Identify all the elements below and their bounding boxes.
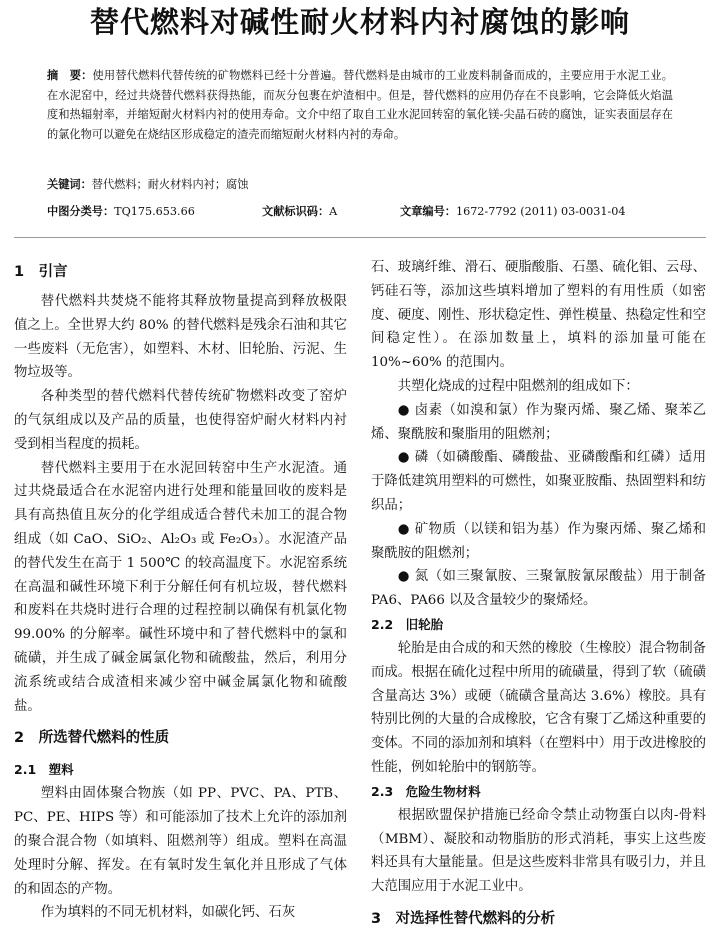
paragraph: 石、玻璃纤维、滑石、硬脂酸脂、石墨、硫化钼、云母、钙硅石等，添加这些填料增加了塑料的有用性质（如密度、硬度、刚性、形状稳定性、弹性模量、热稳定性和空间稳定性）。在添加数量上，填料的添加量可能在 10%~60% 的范围内。 [371, 260, 706, 371]
section-2-1-heading: 2.1 塑料 [14, 762, 74, 778]
article-number-label: 文章编号： [400, 205, 456, 218]
section-3-heading: 3 对选择性替代燃料的分析 [371, 910, 556, 927]
doc-code-value: A [329, 205, 338, 218]
section-2-3-heading: 2.3 危险生物材料 [371, 783, 481, 799]
paragraph: 共塑化烧成的过程中阻燃剂的组成如下： [397, 378, 639, 394]
left-column [14, 256, 347, 925]
classification [47, 202, 195, 221]
paragraph: 各种类型的替代燃料代替传统矿物燃料改变了窑炉的气氛组成以及产品的质量，也使得窑炉耐火材料内衬受到相当程度的损耗。 [14, 389, 347, 452]
divider [14, 237, 706, 238]
section-2-heading: 2 所选替代燃料的性质 [14, 730, 170, 747]
keywords-text: 替代燃料；耐火材料内衬；腐蚀 [91, 178, 249, 191]
section-2-2-heading: 2.2 旧轮胎 [371, 616, 444, 632]
bullet-item: ● 矿物质（以镁和铝为基）作为聚丙烯、聚乙烯和聚酰胺的阻燃剂； [371, 521, 706, 561]
abstract-label: 摘 要： [47, 69, 93, 82]
doc-code [262, 202, 337, 221]
paper-title: 替代燃料对碱性耐火材料内衬腐蚀的影响 [89, 5, 630, 39]
bullet-item: ● 磷（如磷酸酯、磷酸盐、亚磷酸酯和红磷）适用于降低建筑用塑料的可燃性，如聚亚胺酯、热固塑料和纺织品； [371, 450, 706, 513]
classification-label: 中图分类号： [47, 205, 115, 218]
article-number-value: 1672-7792 (2011) 03-0031-04 [455, 205, 626, 218]
paragraph: 替代燃料共焚烧不能将其释放物量提高到释放极限值之上。全世界大约 80% 的替代燃料是残余石油和其它一些废料（无危害），如塑料、木材、旧轮胎、污泥、生物垃圾等。 [14, 294, 347, 381]
paragraph: 替代燃料主要用于在水泥回转窑中生产水泥渣。通过共烧最适合在水泥窑内进行处理和能量回收的废料是具有高热值且灰分的化学组成适合替代未加工的混合物组成（如 CaO、SiO₂、Al₂O₃ 或 Fe₂O₃）。水泥渣产品的替代发生在高于 1 500℃ 的较高温度下。水泥窑系统在高温和碱性环境下利于分解任何有机垃圾，替代燃料和废料在共烧时进行合理的过程控制以确保有机氯化物 99.00% 的分解率。碱性环境中和了替代燃料中的氯和硫磺，并生成了碱金属氯化物和硫酸盐，然后，利用分流系统或结合成渣相来减少窑中碱金属氯化物和硫酸盐。 [14, 460, 347, 714]
paragraph: 作为填料的不同无机材料，如碳化钙、石灰 [40, 905, 296, 921]
classification-value: TQ175.653.66 [114, 205, 195, 218]
paragraph: 塑料由固体聚合物族（如 PP、PVC、PA、PTB、PC、PE、HIPS 等）和可能添加了技术上允许的添加剂的聚合混合物（如填料、阻燃剂等）组成。塑料在高温处理时分解、挥发。在有氧时发生氧化并且形成了气体的和固态的产物。 [14, 786, 347, 897]
bullet-item: ● 卤素（如溴和氯）作为聚丙烯、聚乙烯、聚苯乙烯、聚酰胺和聚脂用的阻燃剂； [371, 402, 706, 442]
abstract-text: 使用替代燃料代替传统的矿物燃料已经十分普遍。替代燃料是由城市的工业废料制备而成的，主要应用于水泥工业。在水泥窑中，经过共烧替代燃料获得热能，而灰分包裹在炉渣相中。但是，替代燃料的应用仍存在不良影响，它会降低火焰温度和热辐射率，并缩短耐火材料内衬的使用寿命。文介中绍了取自工业水泥回转窑的氧化镁-尖晶石砖的腐蚀，证实表面层存在的氯化物可以避免在烧结区形成稳定的渣壳而缩短耐火材料内衬的寿命。 [47, 69, 673, 141]
paragraph: 轮胎是由合成的和天然的橡胶（生橡胶）混合物制备而成。根据在硫化过程中所用的硫磺量，得到了软（硫磺含量高达 3%）或硬（硫磺含量高达 3.6%）橡胶。具有特别比例的大量的合成橡胶，它含有聚丁乙烯这种重要的变体。不同的添加剂和填料（在塑料中）用于改进橡胶的性能，例如轮胎中的钢筋等。 [371, 640, 706, 775]
right-column [371, 256, 706, 931]
doc-code-label: 文献标识码： [262, 205, 330, 218]
section-1-heading: 1 引言 [14, 264, 68, 280]
abstract [47, 66, 673, 144]
keywords [47, 175, 248, 194]
bullet-item: ● 氮（如三聚氰胺、三聚氰胺氰尿酸盐）用于制备 PA6、PA66 以及含量较少的聚烯烃。 [371, 569, 706, 609]
article-number [400, 202, 626, 221]
keywords-label: 关键词： [47, 178, 92, 191]
paragraph: 根据欧盟保护措施已经命令禁止动物蛋白以肉-骨料（MBM）、凝胶和动物脂肪的形式消耗，事实上这些废料还具有大量能量。但是这些废料非常具有吸引力，并且大范围应用于水泥工业中。 [371, 807, 706, 895]
